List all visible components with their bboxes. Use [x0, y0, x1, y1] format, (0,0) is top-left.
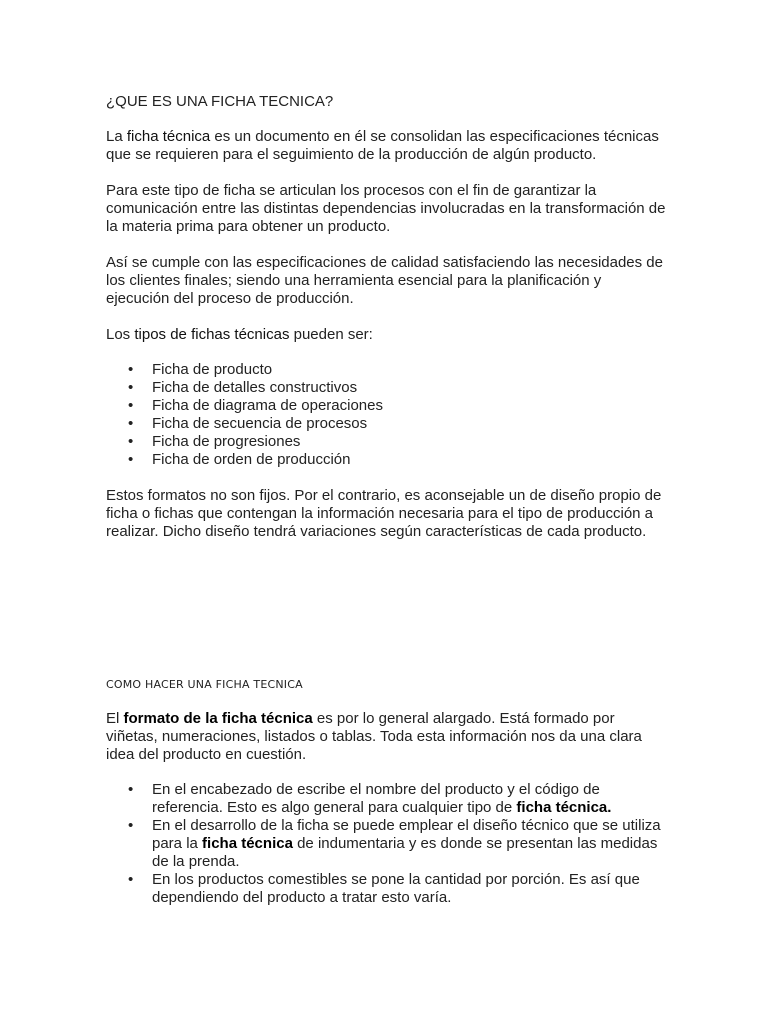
tipos-de-fichas-link[interactable]: tipos de fichas técnicas: [134, 326, 290, 343]
list-item: • Ficha de detalles constructivos: [106, 379, 666, 397]
paragraph-calidad: Así se cumple con las especificaciones de calidad satisfaciendo las necesidades de los clientes finales; siendo una herramienta esencial para la planificación y ejecución del proceso de producción.: [106, 254, 663, 307]
text-fragment: de indumentaria y es donde se presentan las medidas de la prenda.: [152, 835, 658, 870]
paragraph-tipos-intro: [106, 326, 666, 344]
tipos-list: [106, 361, 666, 469]
list-item: • Ficha de secuencia de procesos: [106, 415, 666, 433]
section-title-que-es: ¿QUE ES UNA FICHA TECNICA?: [106, 93, 334, 110]
text-fragment: En el desarrollo de la ficha se puede emplear el diseño técnico que se utiliza para la: [152, 817, 661, 852]
bold-fragment: formato de la ficha técnica: [123, 710, 313, 727]
text-fragment: En el encabezado de escribe el nombre del producto y el código de referencia. Esto es algo general para cualquier tipo de: [152, 781, 600, 816]
list-item: • Ficha de producto: [106, 361, 666, 379]
list-item: • Ficha de orden de producción: [106, 451, 666, 469]
text-fragment: El: [106, 710, 124, 727]
bold-fragment: ficha técnica: [202, 835, 293, 852]
section-title-como-hacer: COMO HACER UNA FICHA TECNICA: [106, 678, 303, 691]
text-fragment: es por lo general alargado. Está formado por viñetas, numeraciones, listados o tablas. Toda esta información nos da una clara idea del producto en cuestión.: [106, 710, 642, 763]
text-fragment: La: [106, 128, 127, 145]
text-fragment: En los productos comestibles se pone la cantidad por porción. Es así que dependiendo del producto a tratar esto varía.: [152, 871, 640, 906]
text-fragment: es un documento en él se consolidan las especificaciones técnicas que se requieren para el seguimiento de la producción de algún producto.: [106, 128, 659, 163]
text-fragment: Los: [106, 326, 135, 343]
como-hacer-list: [106, 781, 666, 907]
list-item: • Ficha de diagrama de operaciones: [106, 397, 666, 415]
paragraph-procesos: Para este tipo de ficha se articulan los procesos con el fin de garantizar la comunicación entre las distintas dependencias involucradas en la transformación de la materia prima para obtener un producto.: [106, 182, 666, 235]
paragraph-formato: [106, 710, 666, 764]
text-fragment: pueden ser:: [289, 326, 373, 343]
list-item: • Ficha de progresiones: [106, 433, 666, 451]
list-item: [106, 871, 666, 907]
ficha-tecnica-link[interactable]: ficha técnica: [126, 128, 211, 145]
paragraph-formatos: Estos formatos no son fijos. Por el contrario, es aconsejable un de diseño propio de ficha o fichas que contengan la información necesaria para el tipo de producción a realizar. Dicho diseño tendrá variaciones según características de cada producto.: [106, 487, 662, 540]
list-item: [106, 781, 666, 817]
list-item: [106, 817, 666, 871]
paragraph-definition: [106, 128, 666, 164]
bold-fragment: ficha técnica.: [516, 799, 612, 816]
